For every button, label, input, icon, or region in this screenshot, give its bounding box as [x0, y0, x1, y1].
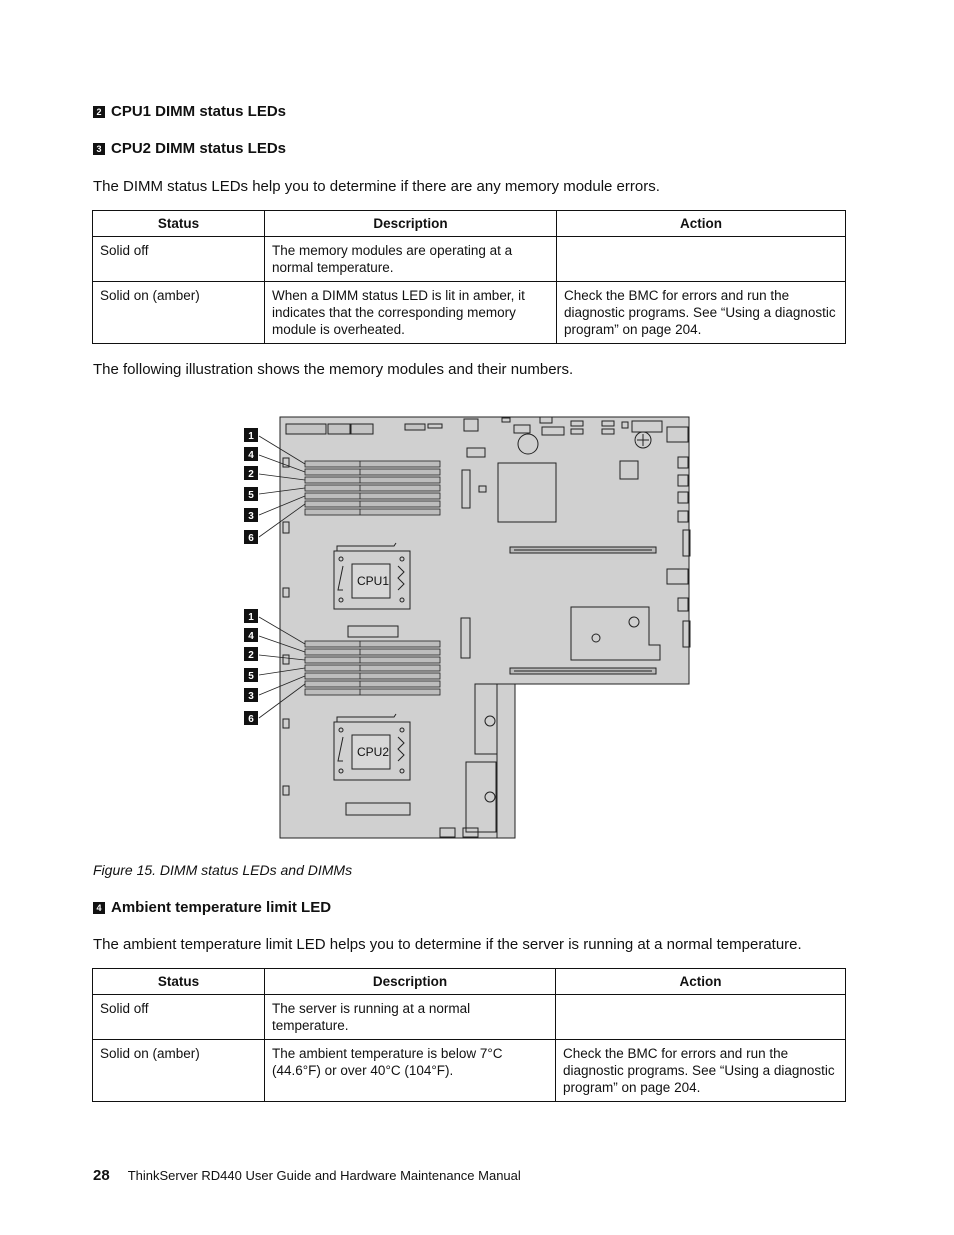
cpu2-dimm-bank — [305, 641, 440, 695]
page-number: 28 — [93, 1167, 110, 1184]
action-cell: Check the BMC for errors and run the diagnostic programs. See “Using a diagnostic program” on page 204. — [556, 1040, 846, 1102]
figure-caption: Figure 15. DIMM status LEDs and DIMMs — [93, 862, 353, 878]
callout-badge: 4 — [93, 902, 105, 914]
callout-badge: 2 — [248, 469, 254, 480]
heading-text: CPU1 DIMM status LEDs — [111, 103, 287, 120]
callout-badge: 5 — [248, 490, 254, 501]
table-header-row — [93, 969, 846, 995]
callout-badge: 1 — [248, 612, 254, 623]
heading-ambient-temperature-led — [93, 899, 331, 916]
ambient-status-table — [92, 968, 846, 1102]
callout-badge: 2 — [93, 106, 105, 118]
callout-badge: 3 — [248, 691, 254, 702]
dimm-intro-paragraph: The DIMM status LEDs help you to determine if there are any memory module errors. — [93, 178, 660, 195]
callout-badge: 2 — [248, 650, 254, 661]
callout-badge: 4 — [248, 631, 254, 642]
description-cell: The memory modules are operating at a normal temperature. — [265, 237, 557, 282]
column-header: Description — [265, 211, 557, 237]
footer-title: ThinkServer RD440 User Guide and Hardware Maintenance Manual — [127, 1168, 521, 1183]
callout-badge: 6 — [248, 714, 254, 725]
action-cell — [556, 995, 846, 1040]
column-header: Action — [556, 969, 846, 995]
heading-text: Ambient temperature limit LED — [111, 899, 332, 916]
description-cell: The server is running at a normal temperature. — [265, 995, 556, 1040]
heading-text: CPU2 DIMM status LEDs — [111, 140, 287, 157]
cpu1-dimm-bank — [305, 461, 440, 515]
column-header: Status — [93, 211, 265, 237]
column-header: Description — [265, 969, 556, 995]
callout-badge: 3 — [93, 143, 105, 155]
table-row — [93, 995, 846, 1040]
callout-badge: 3 — [248, 511, 254, 522]
status-cell: Solid on (amber) — [93, 1040, 265, 1102]
status-cell: Solid off — [93, 995, 265, 1040]
column-header: Status — [93, 969, 265, 995]
table-row — [93, 1040, 846, 1102]
cpu1-label: CPU1 — [357, 574, 390, 588]
page-footer — [93, 1167, 521, 1184]
description-cell: When a DIMM status LED is lit in amber, it indicates that the corresponding memory module is overheated. — [265, 282, 557, 344]
callout-badge: 5 — [248, 671, 254, 682]
cpu2-label: CPU2 — [357, 745, 390, 759]
callout-badge: 4 — [248, 450, 254, 461]
upper-callouts — [244, 428, 258, 544]
column-header: Action — [557, 211, 846, 237]
ambient-intro-paragraph: The ambient temperature limit LED helps you to determine if the server is running at a normal temperature. — [93, 936, 802, 953]
action-cell: Check the BMC for errors and run the diagnostic programs. See “Using a diagnostic program” on page 204. — [557, 282, 846, 344]
description-cell: The ambient temperature is below 7°C (44.6°F) or over 40°C (104°F). — [265, 1040, 556, 1102]
lower-callouts — [244, 609, 258, 725]
status-cell: Solid off — [93, 237, 265, 282]
callout-badge: 6 — [248, 533, 254, 544]
status-cell: Solid on (amber) — [93, 282, 265, 344]
illustration-intro-paragraph: The following illustration shows the memory modules and their numbers. — [93, 361, 574, 378]
callout-badge: 1 — [248, 431, 254, 442]
